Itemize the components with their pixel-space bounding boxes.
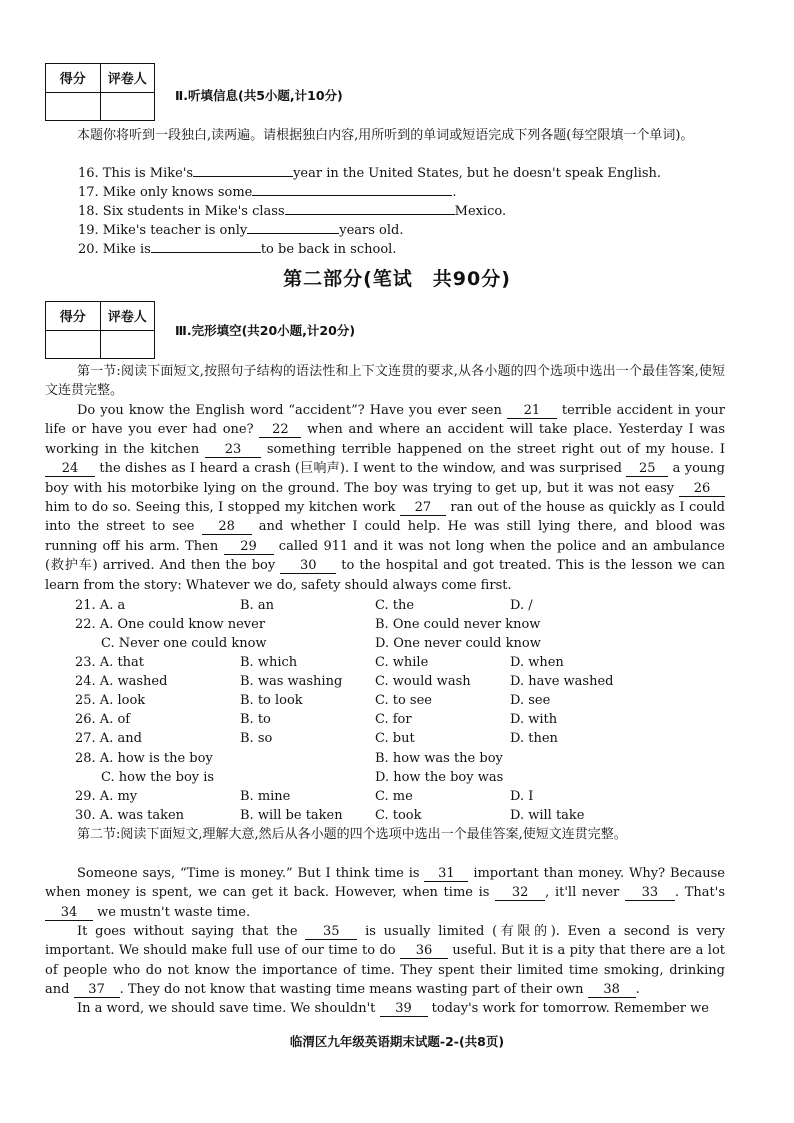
cloze-section1-instruction: 第一节:阅读下面短文,按照句子结构的语法性和上下文连贯的要求,从各小题的四个选项中选出一个最佳答案,使短文连贯完整。: [45, 364, 725, 399]
grader-cell[interactable]: [100, 330, 155, 359]
cloze-passage-2-paragraph-2: It goes without saying that the 35 is usually limited (有限的). Even a second is very important. We should make full use of our time to do 36 useful. But it is a pity that there are a lot of people who do not know the importance of time. They spent their limited time smoking, drinking and 37 . They do not know that wasting time means wasting part of their own 38 .: [45, 924, 726, 998]
option-28-a[interactable]: 28. A. how is the boy: [75, 751, 213, 766]
option-21-d[interactable]: D. /: [510, 598, 533, 613]
cloze-blank-29: 29: [224, 539, 274, 555]
cloze-blank-38: 38: [588, 982, 636, 998]
cloze-blank-26: 26: [679, 481, 725, 497]
option-24-b[interactable]: B. was washing: [240, 674, 343, 689]
grader-cell[interactable]: [100, 92, 155, 121]
option-27-c[interactable]: C. but: [375, 731, 415, 746]
cloze-blank-34: 34: [45, 905, 93, 921]
option-30-d[interactable]: D. will take: [510, 808, 585, 823]
score-cell[interactable]: [46, 92, 101, 121]
option-24-a[interactable]: 24. A. washed: [75, 674, 168, 689]
option-27-a[interactable]: 27. A. and: [75, 731, 142, 746]
option-23-a[interactable]: 23. A. that: [75, 655, 145, 670]
part-two-title: 第二部分(笔试 共90分): [283, 268, 511, 290]
cloze-blank-33: 33: [625, 885, 675, 901]
option-23-c[interactable]: C. while: [375, 655, 429, 670]
listening-item-16: 16. This is Mike's year in the United States, but he doesn't speak English.: [78, 166, 662, 181]
answer-blank-19[interactable]: [247, 233, 339, 234]
cloze-blank-32: 32: [495, 885, 545, 901]
listening-title: Ⅱ.听填信息(共5小题,计10分): [175, 88, 343, 103]
answer-blank-20[interactable]: [151, 252, 261, 253]
option-23-d[interactable]: D. when: [510, 655, 564, 670]
option-21-c[interactable]: C. the: [375, 598, 415, 613]
listening-instruction: 本题你将听到一段独白,读两遍。请根据独白内容,用所听到的单词或短语完成下列各题(每空限填一个单词)。: [77, 128, 694, 143]
option-29-a[interactable]: 29. A. my: [75, 789, 138, 804]
option-25-d[interactable]: D. see: [510, 693, 551, 708]
option-26-a[interactable]: 26. A. of: [75, 712, 131, 727]
cloze-section2-instruction: 第二节:阅读下面短文,理解大意,然后从各小题的四个选项中选出一个最佳答案,使短文连贯完整。: [77, 827, 627, 842]
cloze-blank-24: 24: [45, 461, 95, 477]
cloze-title: Ⅲ.完形填空(共20小题,计20分): [175, 323, 356, 338]
listening-item-19: 19. Mike's teacher is only years old.: [78, 223, 404, 238]
cloze-blank-35: 35: [305, 924, 357, 940]
option-26-d[interactable]: D. with: [510, 712, 558, 727]
listening-item-18: 18. Six students in Mike's class Mexico.: [78, 204, 507, 219]
cloze-passage-1: Do you know the English word “accident”? Have you ever seen 21 terrible accident in your life or have you ever had one? 22 when and where an accident will take place. Yesterday I was working in the kitchen 23 something terrible happened on the street right out of my house. I 24 the dishes as I heard a crash (巨响声). I went to the window, and was surprised 25 a young boy with his motorbike lying on the ground. The boy was trying to get up, but it was not easy 26 him to do so. Seeing this, I stopped my kitchen work 27 ran out of the house as quickly as I could into the street to see 28 and whether I could help. He was still lying there, and blood was running off his arm. Then 29 called 911 and it was not long when the police and an ambulance (救护车) arrived. And then the boy 30 to the hospital and got treated. This is the lesson we can learn from the story: Whatever we do, safety should always come first.: [45, 403, 726, 593]
answer-blank-17[interactable]: [252, 195, 452, 196]
option-21-b[interactable]: B. an: [240, 598, 274, 613]
score-label: 得分: [46, 302, 101, 331]
option-30-a[interactable]: 30. A. was taken: [75, 808, 185, 823]
listening-item-20: 20. Mike is to be back in school.: [78, 242, 397, 257]
option-22-d[interactable]: D. One never could know: [375, 636, 541, 651]
grader-label: 评卷人: [100, 64, 155, 93]
option-28-b[interactable]: B. how was the boy: [375, 751, 503, 766]
option-29-c[interactable]: C. me: [375, 789, 413, 804]
cloze-blank-27: 27: [400, 500, 446, 516]
option-22-b[interactable]: B. One could never know: [375, 617, 541, 632]
grader-label: 评卷人: [100, 302, 155, 331]
option-22-a[interactable]: 22. A. One could know never: [75, 617, 266, 632]
cloze-passage-2-paragraph-3: In a word, we should save time. We shouldn't 39 today's work for tomorrow. Remember we: [77, 1001, 709, 1016]
page-footer: 临渭区九年级英语期末试题-2-(共8页): [289, 1034, 505, 1049]
option-22-c[interactable]: C. Never one could know: [101, 636, 267, 651]
option-29-b[interactable]: B. mine: [240, 789, 291, 804]
option-30-b[interactable]: B. will be taken: [240, 808, 343, 823]
cloze-blank-23: 23: [205, 442, 261, 458]
score-box-cloze: [45, 301, 155, 359]
cloze-passage-2-paragraph-1: Someone says, “Time is money.” But I think time is 31 important than money. Why? Because when money is spent, we can get it back. However, when time is 32 , it'll never 33 . That's 34 we mustn't waste time.: [45, 866, 725, 920]
answer-blank-18[interactable]: [285, 214, 455, 215]
answer-blank-16[interactable]: [193, 176, 293, 177]
option-25-c[interactable]: C. to see: [375, 693, 432, 708]
option-24-c[interactable]: C. would wash: [375, 674, 471, 689]
cloze-blank-25: 25: [626, 461, 668, 477]
cloze-blank-36: 36: [400, 943, 448, 959]
option-27-b[interactable]: B. so: [240, 731, 273, 746]
listening-item-17: 17. Mike only knows some .: [78, 185, 457, 200]
option-21-a[interactable]: 21. A. a: [75, 598, 126, 613]
option-30-c[interactable]: C. took: [375, 808, 422, 823]
option-24-d[interactable]: D. have washed: [510, 674, 614, 689]
cloze-blank-39: 39: [380, 1001, 428, 1017]
score-cell[interactable]: [46, 330, 101, 359]
option-26-b[interactable]: B. to: [240, 712, 271, 727]
cloze-blank-31: 31: [424, 866, 468, 882]
option-25-b[interactable]: B. to look: [240, 693, 303, 708]
cloze-blank-22: 22: [259, 422, 301, 438]
option-29-d[interactable]: D. I: [510, 789, 534, 804]
option-26-c[interactable]: C. for: [375, 712, 412, 727]
option-25-a[interactable]: 25. A. look: [75, 693, 146, 708]
cloze-blank-30: 30: [280, 558, 336, 574]
option-28-c[interactable]: C. how the boy is: [101, 770, 215, 785]
option-23-b[interactable]: B. which: [240, 655, 298, 670]
cloze-blank-28: 28: [202, 519, 252, 535]
cloze-blank-37: 37: [74, 982, 120, 998]
option-27-d[interactable]: D. then: [510, 731, 558, 746]
option-28-d[interactable]: D. how the boy was: [375, 770, 504, 785]
score-box-listening: [45, 63, 155, 121]
cloze-blank-21: 21: [507, 403, 557, 419]
score-label: 得分: [46, 64, 101, 93]
